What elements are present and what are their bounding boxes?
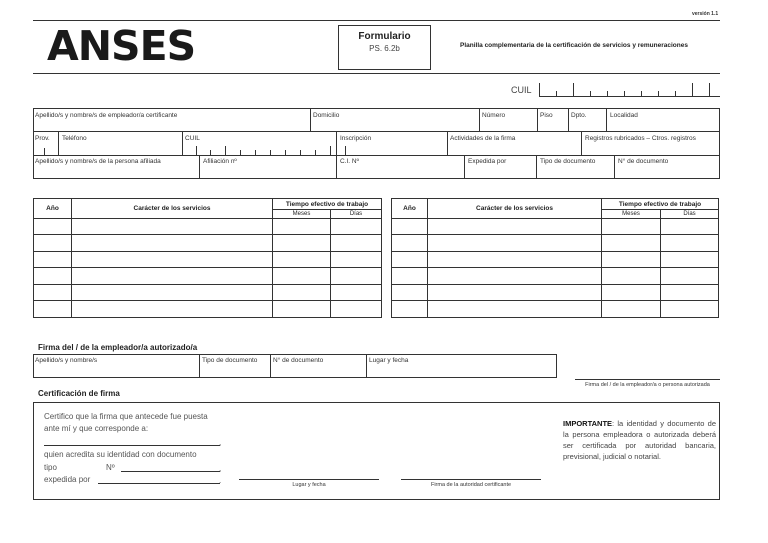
activities-field[interactable]: Actividades de la firma [450, 135, 516, 142]
col-character: Carácter de los servicios [72, 199, 273, 219]
place-date-caption: Lugar y fecha [292, 482, 326, 488]
employer-cuil-boxes [196, 146, 347, 155]
authority-signature-line[interactable] [401, 479, 541, 480]
table-row[interactable] [34, 219, 382, 235]
table-row[interactable] [34, 301, 382, 318]
table-row[interactable] [34, 285, 382, 301]
floor-field[interactable]: Piso [540, 112, 553, 119]
records-field[interactable]: Registros rubricados – Ctros. registros [585, 135, 696, 142]
apartment-field[interactable]: Dpto. [571, 112, 587, 119]
employer-cuil-field[interactable]: CUIL [185, 135, 200, 142]
signer-name-field[interactable]: Apellido/s y nombre/s [35, 357, 98, 364]
form-code: PS. 6.2b [369, 44, 400, 53]
issued-by-line[interactable] [98, 483, 220, 484]
document-type-field[interactable]: Tipo de documento [540, 158, 596, 165]
table-row[interactable] [392, 285, 719, 301]
doc-number-label: Nº [106, 463, 115, 472]
document-number-field[interactable]: N° de documento [618, 158, 669, 165]
province-field[interactable]: Prov. [35, 135, 50, 142]
anses-logo: ANSES [47, 22, 196, 70]
employer-name-field[interactable]: Apellido/s y nombre/s de empleador/a certificante [35, 112, 178, 119]
services-table-right [391, 198, 719, 318]
signer-place-date-field[interactable]: Lugar y fecha [369, 357, 409, 364]
table-row[interactable] [392, 235, 719, 252]
doc-number-line[interactable] [121, 471, 220, 472]
doc-type-label: tipo [44, 463, 57, 472]
signature-section-title: Firma del / de la empleador/a autorizado/a [38, 343, 198, 352]
form-title: Formulario [358, 31, 411, 42]
cuil-digit-boxes[interactable] [539, 83, 711, 97]
important-label: IMPORTANTE [563, 419, 613, 428]
table-row[interactable] [392, 252, 719, 268]
col-year: Año [392, 199, 428, 219]
phone-field[interactable]: Teléfono [62, 135, 87, 142]
affiliation-number-field[interactable]: Afiliación nº [203, 158, 237, 165]
table-row[interactable] [392, 268, 719, 285]
col-days: Días [331, 210, 382, 219]
signer-doc-type-field[interactable]: Tipo de documento [202, 357, 258, 364]
registration-field[interactable]: Inscripción [340, 135, 372, 142]
authority-signature-caption: Firma de la autoridad certificante [430, 482, 512, 488]
issued-by-label: expedida por [44, 475, 91, 484]
table-row[interactable] [34, 252, 382, 268]
col-year: Año [34, 199, 72, 219]
col-time: Tiempo efectivo de trabajo [273, 199, 382, 210]
table-row[interactable] [392, 219, 719, 235]
col-months: Meses [273, 210, 331, 219]
signer-doc-number-field[interactable]: N° de documento [273, 357, 324, 364]
certification-text-line2: ante mí y que corresponde a: [44, 424, 149, 433]
certification-text-line1: Certifico que la firma que antecede fue puesta [44, 412, 208, 421]
table-row[interactable] [392, 301, 719, 318]
cuil-label: CUIL [511, 85, 532, 95]
ci-number-field[interactable]: C.I. Nº [340, 158, 359, 165]
issued-by-field[interactable]: Expedida por [468, 158, 507, 165]
table-row[interactable] [34, 268, 382, 285]
certified-name-line[interactable] [44, 445, 220, 446]
affiliate-name-field[interactable]: Apellido/s y nombre/s de la persona afiliada [35, 158, 161, 165]
signature-caption: Firma del / de la empleador/a o persona autorizada [585, 382, 710, 388]
services-table-left [33, 198, 382, 318]
col-months: Meses [602, 210, 661, 219]
form-subtitle: Planilla complementaria de la certificación de servicios y remuneraciones [460, 42, 688, 49]
important-text: : la identidad y documento de la persona empleadora o autorizada deberá ser certificada por autoridad bancaria, previsional, judicial o notarial. [563, 419, 716, 461]
col-days: Días [661, 210, 719, 219]
certification-title: Certificación de firma [38, 389, 120, 398]
col-time: Tiempo efectivo de trabajo [602, 199, 719, 210]
col-character: Carácter de los servicios [428, 199, 602, 219]
form-code-box [338, 25, 431, 70]
place-date-line[interactable] [239, 479, 379, 480]
number-field[interactable]: Número [482, 112, 506, 119]
version-label: versión 1.1 [692, 11, 719, 17]
important-note [563, 418, 716, 462]
certification-text-line3: quien acredita su identidad con documento [44, 450, 197, 459]
address-field[interactable]: Domicilio [313, 112, 340, 119]
table-row[interactable] [34, 235, 382, 252]
locality-field[interactable]: Localidad [610, 112, 638, 119]
